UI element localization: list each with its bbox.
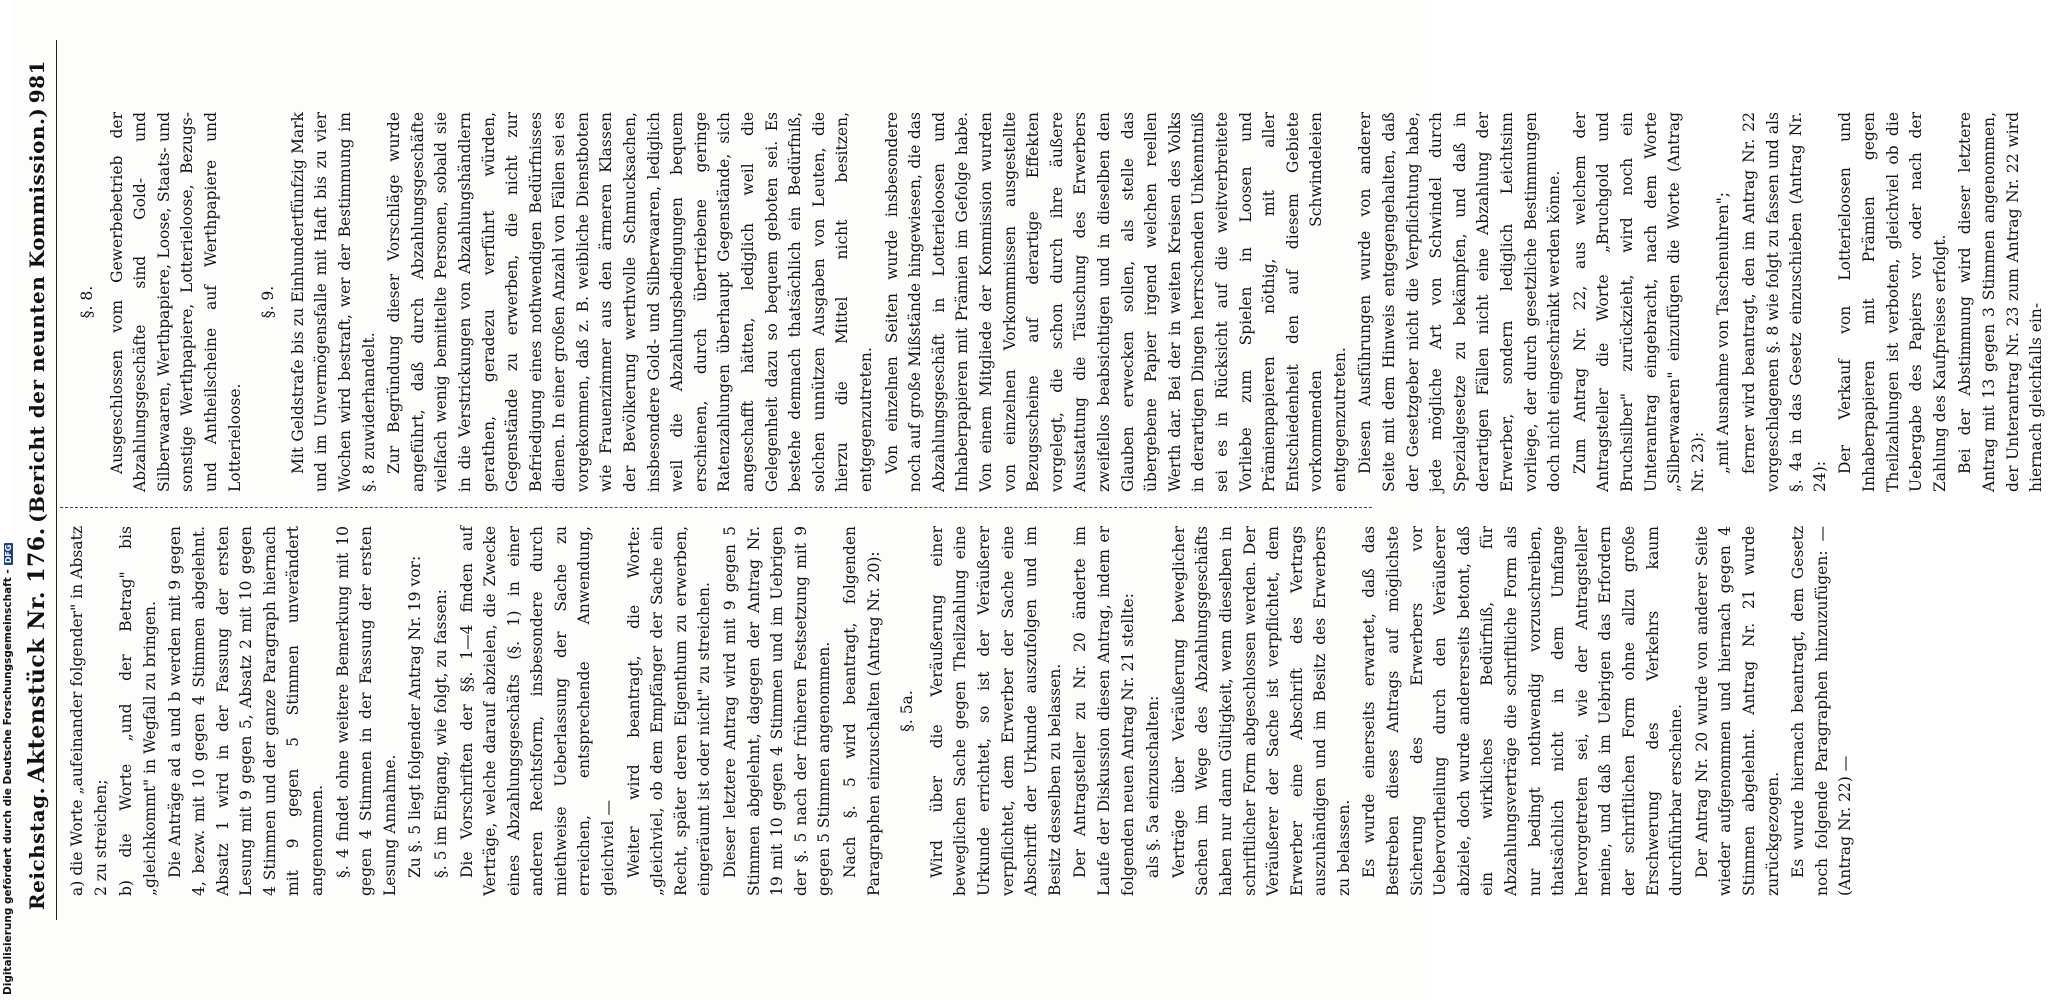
- paragraph: Zur Begründung dieser Vorschläge wurde angeführt, daß durch Abzahlungsgeschäfte vielfach wenig bemittelte Personen, sobald sie in die Verstrickungen von Abzahlungshändlern gerathen, geradezu verführt würden, Gegenstände zu erwerben, die nicht zur Befriedigung eines nothwendigen Bedürfnisses dienen. In einer großen Anzahl von Fällen sei es vorgekommen, daß z. B. weibliche Dienstboten wie Frauenzimmer aus den ärmeren Klassen der Bevölkerung werthvolle Schmucksachen, insbesondere Gold- und Silberwaaren, lediglich weil die Abzahlungsbedingungen bequem erschienen, durch übertriebene geringe Ratenzahlungen überhaupt Gegenstände, sich angeschafft hätten, lediglich weil die Gelegenheit dazu so bequem geboten sei. Es bestehe demnach thatsächlich ein Bedürfniß, solchen unnützen Ausgaben von Leuten, die hierzu die Mittel nicht besitzen, entgegenzutreten.: [385, 112, 875, 492]
- section-heading: §. 5a.: [898, 690, 917, 732]
- paragraph: Nach §. 5 wird beantragt, folgenden Paragraphen einzuschalten (Antrag Nr. 20):: [841, 526, 883, 896]
- header-left: Reichstag.: [25, 786, 49, 910]
- paragraph: Die Vorschriften der §§. 1—4 finden auf Verträge, welche darauf abzielen, die Zwecke eines Abzahlungsgeschäfts (§. 1) in einer anderen Rechtsform, insbesondere durch miethweise Ueberlassung der Sache zu erreichen, entsprechende Anwendung, gleichviel —: [457, 526, 618, 896]
- paragraph: als §. 5a einzuschalten:: [1144, 695, 1163, 878]
- paragraph: Dieser letztere Antrag wird mit 9 gegen 5 Stimmen abgelehnt, dagegen der Antrag Nr. 19 mit 10 gegen 4 Stimmen und im Uebrigen der §. 5 nach der früheren Festsetzung mit 9 gegen 5 Stimmen angenommen.: [721, 526, 834, 896]
- side-margin: [0, 0, 14, 1000]
- paragraph: Ausgeschlossen vom Gewerbebetrieb der Abzahlungsgeschäfte sind Gold- und Silberwaaren, Werthpapiere, Loose, Staats- und sonstige Werthpapiere, Lotterieloose, Bezugs- und Antheilscheine auf Werthpapiere und Lotterieloose.: [107, 112, 244, 492]
- paragraph: Zu §. 5 liegt folgender Antrag Nr. 19 vor:: [406, 555, 425, 878]
- paragraph: ferner wird beantragt, den im Antrag Nr. 22 vorgeschlagenen §. 8 wie folgt zu fassen und als §. 4a in das Gesetz einzuschieben (Antrag Nr. 24):: [1739, 112, 1829, 492]
- header-right: (Bericht der neunten Kommission.): [25, 107, 49, 523]
- paragraph: Bei der Abstimmung wird dieser letztere Antrag mit 13 gegen 3 Stimmen angenommen, der Unterantrag Nr. 23 zum Antrag Nr. 22 wird hiernach gleichfalls ein-: [1956, 112, 2046, 492]
- paragraph: §. 5 im Eingang, wie folgt, zu fassen:: [431, 589, 450, 878]
- column-separator: [60, 507, 1372, 508]
- paragraph: §. 4 findet ohne weitere Bemerkung mit 10 gegen 4 Stimmen in der Fassung der ersten Lesung Annahme.: [333, 526, 399, 896]
- paragraph: Verträge über Veräußerung beweglicher Sachen im Wege des Abzahlungsgeschäfts haben nur dann Gültigkeit, wenn dieselben in schriftlicher Form abgeschlossen werden. Der Veräußerer der Sache ist verpflichtet, dem Erwerber eine Abschrift des Vertrags auszuhändigen und im Besitz des Erwerbers zu belassen.: [1169, 526, 1353, 896]
- paragraph: b) die Worte „und der Betrag" bis „gleichkommt" in Wegfall zu bringen.: [117, 526, 159, 896]
- paragraph: Es wurde hiernach beantragt, dem Gesetz noch folgende Paragraphen hinzuzufügen: — (Antrag Nr. 22) —: [1789, 526, 1855, 896]
- paragraph: Es wurde einerseits erwartet, daß das Bestreben dieses Antrags auf möglichste Sicherung des Erwerbers vor Uebervortheilung durch den Veräußerer abziele, doch wurde andererseits betont, daß ein wirkliches Bedürfniß, für Abzahlungsverträge die schriftliche Form als nur bedingt nothwendig vorzuschreiben, thatsächlich nicht in dem Umfange hervorgetreten sei, wie der Antragsteller meine, und daß im Uebrigen das Erfordern der schriftlichen Form ohne allzu große Erschwerung des Verkehrs kaum durchführbar erscheine.: [1360, 526, 1686, 896]
- paragraph: Der Verkauf von Lotterieloosen und Inhaberpapieren mit Prämien gegen Theilzahlungen ist verboten, gleichviel ob die Uebergabe des Papiers vor oder nach der Zahlung des Kaufpreises erfolgt.: [1836, 112, 1949, 492]
- header-title: Aktenstück Nr. 176.: [24, 527, 50, 783]
- paragraph: Wird über die Veräußerung einer beweglichen Sache gegen Theilzahlung eine Urkunde errichtet, so ist der Veräußerer verpflichtet, dem Erwerber der Sache eine Abschrift der Urkunde auszufolgen und im Besitz desselben zu belassen.: [927, 526, 1064, 896]
- paragraph: Diesen Ausführungen wurde von anderer Seite mit dem Hinweis entgegengehalten, daß der Gesetzgeber nicht die Verpflichtung habe, jede mögliche Art von Schwindel durch Spezialgesetze zu bekämpfen, und daß in derartigen Fällen nicht eine Abzahlung der Erwerber, sondern lediglich Leichtsinn vorliege, der durch gesetzliche Bestimmungen doch nicht eingeschränkt werden könne.: [1356, 112, 1564, 492]
- paragraph: Die Anträge ad a und b werden mit 9 gegen 4, bezw. mit 10 gegen 4 Stimmen abgelehnt. Absatz 1 wird in der Fassung der ersten Lesung mit 9 gegen 5, Absatz 2 mit 10 gegen 4 Stimmen und der ganze Paragraph hiernach mit 9 gegen 5 Stimmen unverändert angenommen.: [166, 526, 326, 896]
- paragraph: Zum Antrag Nr. 22, aus welchem der Antragsteller die Worte „Bruchgold und Bruchsilber" zurückzieht, wird noch ein Unterantrag eingebracht, nach dem Worte „Silberwaaren" einzufügen die Worte (Antrag Nr. 23):: [1570, 112, 1707, 492]
- section-heading: §. 8.: [78, 285, 96, 319]
- paragraph: Von einzelnen Seiten wurde insbesondere noch auf große Mißstände hingewiesen, die das Abzahlungsgeschäft in Lotterieloosen und Inhaberpapieren mit Prämien im Gefolge habe. Von einem Mitgliede der Kommission wurden von einzelnen Vorkommnissen ausgestellte Bezugsscheine auf derartige Effekten vorgelegt, die schon durch ihre äußere Ausstattung die Täuschung des Erwerbers zweifellos beabsichtigen und in dieselben den Glauben erwecken sollen, als stelle das übergebene Papier irgend welchen reellen Werth dar. Bei der in weiten Kreisen des Volks in derartigen Dingen herrschenden Unkenntniß sei es in Rücksicht auf die weitverbreitete Vorliebe zum Spielen in Loosen und Prämienpapieren nöthig, mit aller Entschiedenheit den auf diesem Gebiete vorkommenden Schwindeleien entgegenzutreten.: [882, 112, 1349, 492]
- left-text-column: [66, 526, 1855, 896]
- paragraph: a) die Worte „aufeinander folgender" in Absatz 2 zu streichen;: [68, 526, 110, 896]
- paragraph: „mit Ausnahme von Taschenuhren";: [1714, 191, 1733, 474]
- right-text-column: [66, 112, 2046, 492]
- section-heading: §. 9.: [259, 285, 278, 319]
- digitization-text: Digitalisierung gefördert durch die Deutsche Forschungsgemeinschaft -: [2, 569, 14, 995]
- paragraph: Mit Geldstrafe bis zu Einhundertfünfzig Mark und im Unvermögensfalle mit Haft bis zu vier Wochen wird bestraft, wer der Bestimmung im §. 8 zuwiderhandelt.: [288, 112, 378, 492]
- paragraph: Der Antrag Nr. 20 wurde von anderer Seite wieder aufgenommen und hiernach gegen 4 Stimmen abgelehnt. Antrag Nr. 21 wurde zurückgezogen.: [1692, 526, 1782, 896]
- header-rule: [56, 40, 57, 920]
- page-number: 981: [25, 60, 49, 104]
- running-header: [22, 60, 52, 910]
- dfg-logo: DFG: [4, 544, 13, 564]
- paragraph: Weiter wird beantragt, die Worte: „gleichviel, ob dem Empfänger der Sache ein Recht, später deren Eigenthum zu erwerben, eingeräumt ist oder nicht" zu streichen.: [624, 526, 714, 896]
- paragraph: Der Antragsteller zu Nr. 20 änderte im Laufe der Diskussion diesen Antrag, indem er folgenden neuen Antrag Nr. 21 stellte:: [1071, 526, 1137, 896]
